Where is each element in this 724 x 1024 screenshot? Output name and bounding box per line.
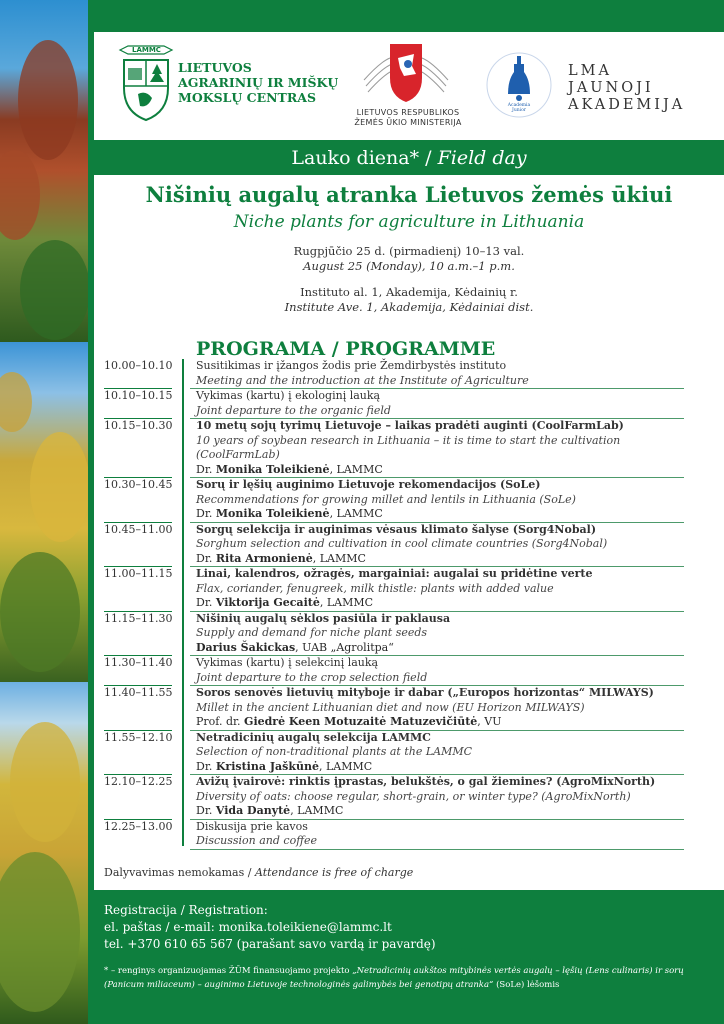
event-title: Nišinių augalų atranka Lietuvos žemės ūkiui (145, 182, 673, 207)
speaker-affiliation: , LAMMC (290, 804, 344, 817)
registration-email-line (104, 919, 436, 936)
session-speaker (196, 641, 684, 656)
session-title-en: Joint departure to the organic field (196, 403, 391, 417)
registration-phone: tel. +370 610 65 567 (parašant savo vardą ir pavardę) (104, 937, 436, 951)
session-speaker (196, 596, 684, 611)
sorghum-photo (0, 0, 88, 342)
event-place-lt: Instituto al. 1, Akademija, Kėdainių r. (300, 285, 518, 299)
speaker-affiliation: , LAMMC (329, 462, 383, 476)
session-title-lt: Vykimas (kartu) į ekologinį lauką (196, 389, 381, 402)
session-title-en: Millet in the ancient Lithuanian diet and now (EU Horizon MILWAYS) (196, 700, 585, 714)
event-type-lt: Lauko diena* (291, 147, 420, 169)
attendance-note-lt: Dalyvavimas nemokamas / (104, 866, 255, 879)
schedule-body (190, 730, 684, 775)
session-title-en: Flax, coriander, fenugreek, milk thistle: plants with added value (196, 581, 554, 595)
speaker-name: Monika Toleikienė (215, 507, 330, 520)
schedule-time-text: 12.10–12.25 (104, 775, 173, 788)
svg-text:Junior: Junior (512, 108, 526, 113)
session-title-en: Recommendations for growing millet and lentils in Lithuania (SoLe) (196, 492, 576, 506)
session-title-lt: Vykimas (kartu) į selekcinį lauką (196, 656, 379, 669)
schedule-body (190, 774, 684, 819)
schedule-time-text: 11.00–11.15 (104, 567, 173, 580)
schedule-time-text: 12.25–13.00 (104, 819, 173, 833)
lammc-name-line: LIETUVOS (178, 60, 252, 75)
session-speaker (196, 804, 684, 819)
schedule-row (104, 655, 684, 685)
lma-name-line: JAUNOJI (568, 80, 654, 96)
speaker-title: Dr. (196, 507, 216, 520)
schedule-body (190, 359, 684, 388)
schedule-time (104, 685, 190, 730)
schedule-time (104, 522, 190, 567)
millet-photo (0, 342, 88, 682)
speaker-title: Dr. (196, 551, 216, 565)
event-type-en: Field day (437, 147, 527, 169)
schedule-row (104, 730, 684, 775)
schedule-time (104, 655, 190, 685)
session-speaker (196, 715, 684, 730)
schedule-time (104, 819, 190, 850)
programme-heading: PROGRAMA / PROGRAMME (196, 338, 496, 360)
photo-strip (0, 0, 88, 1024)
schedule-time-text: 10.15–10.30 (104, 419, 173, 432)
schedule-time (104, 477, 190, 522)
session-title-lt: Soros senovės lietuvių mityboje ir dabar („Europos horizontas“ MILWAYS) (196, 686, 654, 699)
session-title-lt: Sorų ir lęšių auginimo Lietuvoje rekomendacijos (SoLe) (196, 478, 541, 491)
registration-block (104, 902, 436, 953)
lma-name-line: LMA (568, 63, 612, 79)
session-speaker (196, 507, 684, 522)
schedule-time (104, 418, 190, 477)
event-date-lt: Rugpjūčio 25 d. (pirmadienį) 10–13 val. (293, 244, 525, 258)
schedule-time-text: 10.45–11.00 (104, 522, 173, 536)
speaker-name: Monika Toleikienė (215, 462, 330, 476)
lammc-name-line: MOKSLŲ CENTRAS (178, 90, 316, 105)
schedule-body (190, 522, 684, 567)
event-date-en: August 25 (Monday), 10 a.m.–1 p.m. (303, 259, 515, 273)
registration-email-link[interactable]: monika.toleikiene@lammc.lt (218, 920, 392, 934)
session-speaker (196, 760, 684, 775)
schedule-time-text: 11.40–11.55 (104, 686, 173, 699)
ministry-coat-of-arms-icon (360, 40, 452, 104)
speaker-name: Rita Armonienė (215, 551, 313, 565)
session-title-lt: Avižų įvairovė: rinktis įprastas, belukštės, o gal žiemines? (AgroMixNorth) (196, 775, 656, 788)
schedule-row (104, 418, 684, 477)
schedule-time (104, 774, 190, 819)
schedule-row (104, 566, 684, 611)
session-title-lt: Netradicinių augalų selekcija LAMMC (196, 730, 431, 744)
session-title-en: Supply and demand for niche plant seeds (196, 626, 428, 639)
session-title-en: Diversity of oats: choose regular, short-grain, or winter type? (AgroMixNorth) (196, 789, 631, 803)
schedule-time (104, 730, 190, 775)
session-title-en: Discussion and coffee (196, 834, 318, 847)
speaker-affiliation: , VU (477, 715, 502, 728)
session-title-lt: Linai, kalendros, ožragės, margainiai: augalai su pridėtine verte (196, 567, 593, 580)
speaker-name: Vida Danytė (215, 804, 291, 817)
session-title-en: Meeting and the introduction at the Institute of Agriculture (196, 373, 529, 387)
schedule-time-text: 10.30–10.45 (104, 478, 173, 491)
schedule-body (190, 611, 684, 656)
funding-footnote (104, 964, 704, 992)
schedule-time (104, 388, 190, 418)
session-speaker (196, 463, 684, 478)
schedule-body (190, 655, 684, 685)
schedule-body (190, 418, 684, 477)
registration-heading: Registracija / Registration: (104, 903, 268, 917)
session-title-en: Sorghum selection and cultivation in cool climate countries (Sorg4Nobal) (196, 537, 608, 550)
speaker-name: Darius Šakickas (196, 640, 296, 654)
lma-junior-academy-icon (484, 50, 554, 120)
speaker-title: Dr. (196, 804, 216, 817)
schedule-table (104, 359, 684, 850)
speaker-title: Dr. (196, 759, 216, 773)
schedule-row (104, 477, 684, 522)
speaker-title: Dr. (196, 596, 216, 609)
speaker-affiliation: , UAB „Agrolitpa“ (295, 640, 394, 654)
ministry-name-line: ŽEMĖS ŪKIO MINISTERIJA (354, 118, 462, 127)
event-place-en: Institute Ave. 1, Akademija, Kėdainiai dist. (284, 300, 534, 314)
event-type-banner (94, 142, 724, 174)
footnote-prefix: * – renginys organizuojamas ŽŪM finansuojamo projekto (104, 966, 353, 976)
lammc-name (178, 60, 338, 105)
maize-photo (0, 682, 88, 1024)
schedule-row (104, 774, 684, 819)
schedule-row (104, 819, 684, 850)
schedule-time-text: 11.55–12.10 (104, 730, 173, 744)
lma-name-line: AKADEMIJA (568, 97, 686, 113)
event-place (94, 285, 724, 315)
event-subtitle: Niche plants for agriculture in Lithuania (233, 212, 585, 232)
session-title-en: 10 years of soybean research in Lithuania – it is time to start the cultivation (CoolFarmLab) (196, 433, 621, 461)
lammc-name-line: AGRARINIŲ IR MIŠKŲ (178, 75, 339, 90)
schedule-row (104, 522, 684, 567)
speaker-name: Viktorija Gecaitė (215, 596, 320, 609)
schedule-body (190, 819, 684, 850)
footnote-project: „Netradicinių aukštos mitybinės vertės augalų – lęšių (Lens culinaris) ir sorų (Panicum miliaceum) – auginimo Lietuvoje technologinės galimybės bei genotipų atranka“ (104, 966, 684, 990)
speaker-affiliation: , LAMMC (318, 759, 373, 773)
speaker-name: Kristina Jaškūnė (215, 759, 319, 773)
session-speaker (196, 552, 684, 567)
speaker-affiliation: , LAMMC (312, 551, 366, 565)
schedule-body (190, 388, 684, 418)
schedule-time (104, 566, 190, 611)
schedule-time-text: 10.10–10.15 (104, 389, 173, 402)
schedule-row (104, 611, 684, 656)
schedule-row (104, 388, 684, 418)
schedule-row (104, 685, 684, 730)
schedule-body (190, 477, 684, 522)
speaker-name: Giedrė Keen Motuzaitė Matuzevičiūtė (244, 715, 478, 728)
speaker-affiliation: , LAMMC (319, 596, 374, 609)
ministry-name (348, 108, 468, 128)
event-date (94, 244, 724, 274)
lammc-crest-icon (118, 42, 174, 122)
session-title-en: Joint departure to the crop selection field (196, 670, 428, 684)
schedule-row (104, 359, 684, 388)
footnote-suffix: (SoLe) lėšomis (493, 980, 560, 990)
lammc-badge: LAMMC (132, 46, 161, 54)
session-title-lt: 10 metų sojų tyrimų Lietuvoje – laikas pradėti auginti (CoolFarmLab) (196, 419, 624, 432)
schedule-time (104, 611, 190, 656)
schedule-time (104, 359, 190, 388)
schedule-time-text: 11.30–11.40 (104, 656, 173, 669)
schedule-body (190, 566, 684, 611)
banner-separator: / (419, 147, 438, 169)
attendance-note-en: Attendance is free of charge (254, 866, 414, 879)
speaker-title: Prof. dr. (196, 715, 245, 728)
ministry-name-line: LIETUVOS RESPUBLIKOS (356, 108, 460, 117)
session-title-en: Selection of non-traditional plants at the LAMMC (196, 745, 473, 758)
schedule-time-text: 11.15–11.30 (104, 611, 173, 625)
session-title-lt: Diskusija prie kavos (196, 819, 308, 833)
session-title-lt: Susitikimas ir įžangos žodis prie Žemdirbystės instituto (196, 359, 507, 372)
session-title-lt: Sorgų selekcija ir auginimas vėsaus klimato šalyse (Sorg4Nobal) (196, 522, 597, 536)
schedule-time-text: 10.00–10.10 (104, 359, 173, 372)
speaker-title: Dr. (196, 462, 216, 476)
schedule-body (190, 685, 684, 730)
lma-name (568, 63, 685, 114)
attendance-note (104, 866, 413, 879)
speaker-affiliation: , LAMMC (329, 507, 383, 520)
session-title-lt: Nišinių augalų sėklos pasiūla ir paklausa (196, 611, 451, 625)
svg-text:Academia: Academia (507, 103, 531, 108)
email-label: el. paštas / e-mail: (104, 920, 219, 934)
